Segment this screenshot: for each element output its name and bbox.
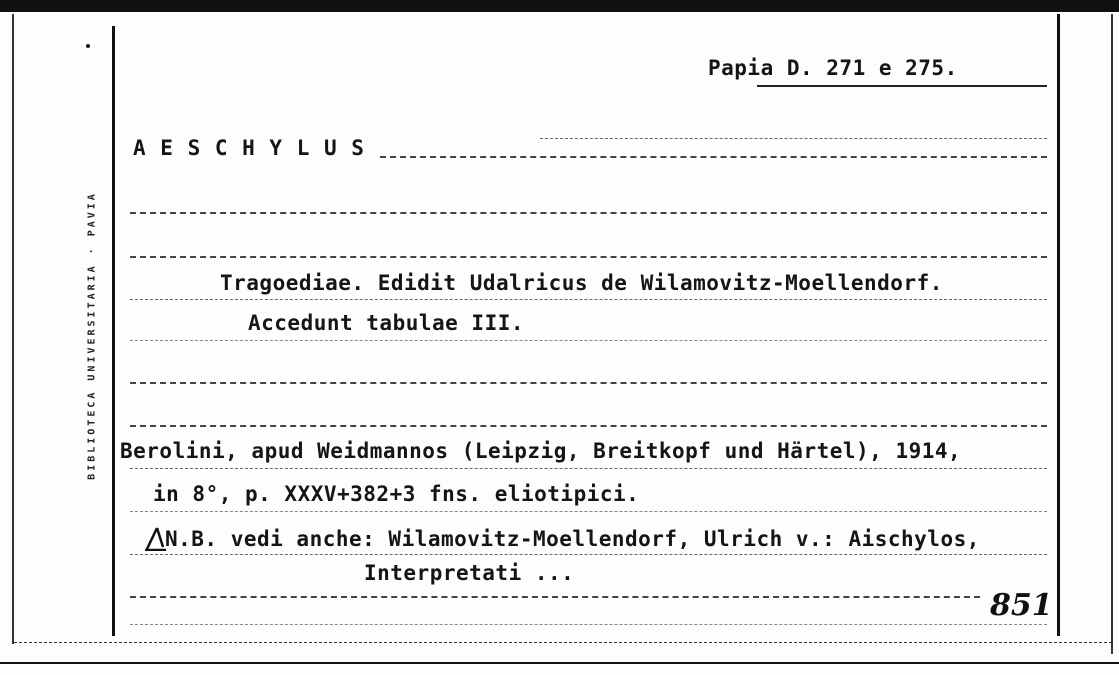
title-line-2: Accedunt tabulae III.	[248, 311, 525, 335]
right-edge-line	[1111, 14, 1113, 654]
bottom-page-rule	[0, 662, 1119, 664]
rule-7	[130, 425, 1047, 427]
rule-5	[130, 340, 1047, 341]
shelfmark: Papia D. 271 e 275.	[708, 56, 958, 80]
rule-1b	[540, 138, 1047, 139]
right-margin-line	[1057, 14, 1060, 636]
rule-4	[130, 299, 1047, 300]
imprint-line-1: Berolini, apud Weidmannos (Leipzig, Breitkopf und Härtel), 1914,	[120, 439, 962, 463]
rule-11	[130, 596, 980, 598]
shelfmark-underline	[757, 85, 1047, 87]
corner-number: 851	[990, 588, 1053, 623]
top-edge	[0, 0, 1119, 12]
catalog-card: BIBLIOTECA UNIVERSITARIA · PAVIA Papia D. 271 e 275. A E S C H Y L U S Tragoediae. Edidit Udalricus de Wilamovitz-Moellendorf. Accedunt tabulae III. Berolini, apud Weidmannos (Leipzig, Breitkopf und Härtel), 1914, in 8°, p. XXXV+382+3 fns. eliotipici. N.B. vedi anche: Wilamovitz-Moellendorf, Ulrich v.: Aischylos, Interpretati ... 851	[0, 0, 1119, 675]
annotation-mark-icon	[145, 525, 167, 551]
rule-2	[130, 212, 1047, 214]
author-heading: A E S C H Y L U S	[133, 136, 365, 160]
margin-dot	[86, 44, 90, 48]
rule-12	[130, 624, 1047, 625]
rule-6	[130, 382, 1047, 384]
rule-9	[130, 511, 1047, 512]
rule-1	[380, 156, 1047, 158]
note-line-1: N.B. vedi anche: Wilamovitz-Moellendorf, Ulrich v.: Aischylos,	[165, 527, 980, 551]
rule-8	[130, 468, 1047, 469]
rule-3	[130, 256, 1047, 258]
title-line-1: Tragoediae. Edidit Udalricus de Wilamovitz-Moellendorf.	[220, 271, 943, 295]
bottom-edge-rule	[14, 642, 1112, 643]
left-edge-line	[12, 14, 14, 644]
rule-10	[130, 554, 1047, 555]
left-margin-line	[112, 26, 115, 636]
imprint-line-2: in 8°, p. XXXV+382+3 fns. eliotipici.	[153, 482, 640, 506]
note-line-2: Interpretati ...	[364, 561, 575, 585]
